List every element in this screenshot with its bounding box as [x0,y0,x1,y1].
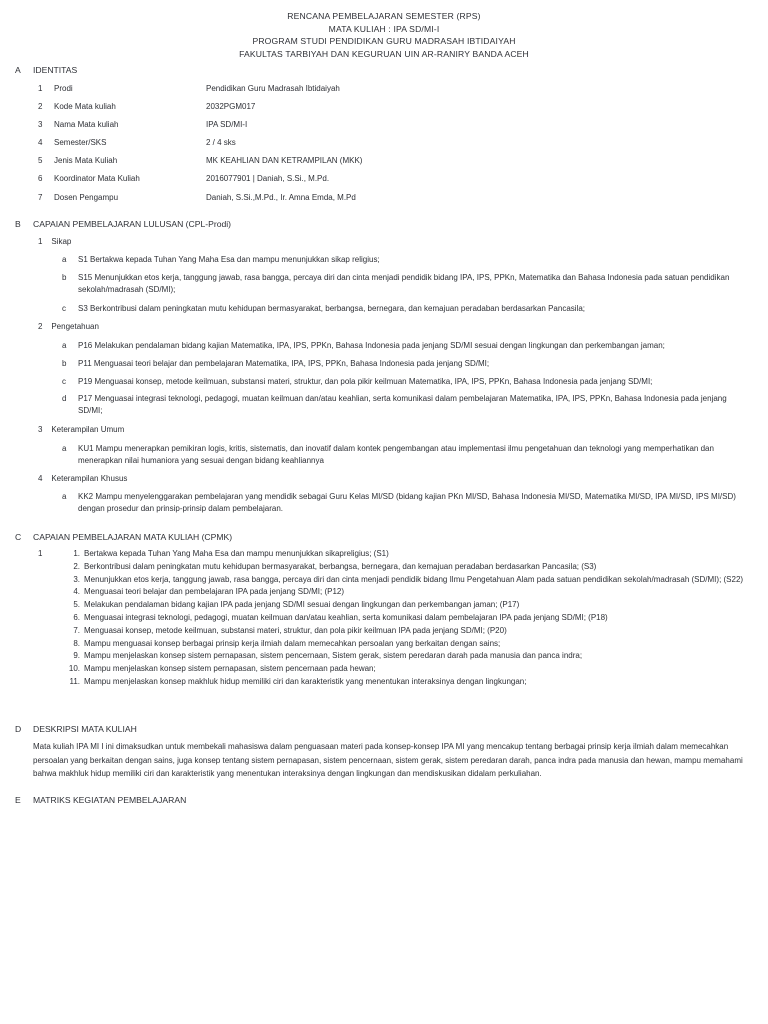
group-number: 3 [38,425,43,434]
row-value: 2032PGM017 [206,102,256,111]
cpmk-item [64,574,754,587]
document-header [0,10,768,60]
row-label: Kode Mata kuliah [54,102,116,111]
item-text: Menguasai konsep, metode keilmuan, substansi materi, struktur, dan pola pikir keilmuan IPA pada jenjang SD/MI; (P20) [84,625,507,635]
item-text: KK2 Mampu menyelenggarakan pembelajaran yang mendidik sebagai Guru Kelas MI/SD (bidang kajian PKn MI/SD, Bahasa Indonesia MI/SD, Matematika MI/SD, IPA MI/SD, IPS MI/SD) dengan prosedur dan prinsip-prinsip dalam pembelajaran. [78,492,736,513]
item-letter: d [62,394,67,403]
item-number: 5. [73,600,80,610]
item-number: 4. [73,587,80,597]
row-label: Koordinator Mata Kuliah [54,174,140,183]
item-letter: a [62,341,67,350]
item-text: Menguasai integrasi teknologi, pedagogi, muatan keilmuan dan/atau keahlian, serta komunikasi dalam pembelajaran IPA pada jenjang SD/MI; (P18) [84,612,608,622]
section-title: DESKRIPSI MATA KULIAH [33,724,137,734]
row-label: Nama Mata kuliah [54,120,119,129]
item-text: Menguasai teori belajar dan pembelajaran IPA pada jenjang SD/MI; (P12) [84,587,345,597]
group-label: Keterampilan Khusus [51,474,128,483]
row-value: IPA SD/MI-I [206,120,248,129]
item-text: Menunjukkan etos kerja, tanggung jawab, rasa bangga, percaya diri dan cinta menjadi pendidik bidang Ilmu Pengetahuan Alam pada satuan pendidikan sekolah/madrasah (SD/MI); (S22) [84,574,744,584]
cpmk-number: 1 [38,549,43,558]
item-letter: c [62,304,66,313]
item-text: P17 Menguasai integrasi teknologi, pedagogi, muatan keilmuan dan/atau keahlian, serta komunikasi dalam pembelajaran Matematika, IPA, IPS, PPKn, Bahasa Indonesia pada jenjang SD/MI; [78,394,727,415]
item-text: Mampu menjelaskan konsep makhluk hidup memiliki ciri dan karakteristik yang menentukan interaksinya dengan lingkungan; [84,676,527,686]
group-number: 2 [38,322,43,331]
row-label: Dosen Pengampu [54,193,119,202]
section-title: CAPAIAN PEMBELAJARAN LULUSAN (CPL-Prodi) [33,219,232,229]
cpmk-item [64,625,754,638]
row-number: 5 [38,156,43,165]
header-course: MATA KULIAH : IPA SD/MI-I [328,23,440,34]
section-letter: B [15,219,21,229]
row-number: 2 [38,102,43,111]
cpmk-item [64,638,754,651]
row-value: Daniah, S.Si.,M.Pd., Ir. Amna Emda, M.Pd [206,193,356,202]
cpl-item [62,376,752,388]
item-letter: b [62,273,67,282]
item-text: S1 Bertakwa kepada Tuhan Yang Maha Esa dan mampu menunjukkan sikap religius; [78,255,380,264]
group-label: Sikap [51,237,72,246]
row-number: 4 [38,138,43,147]
section-letter: E [15,795,21,805]
item-text: Mampu menjelaskan konsep sistem pernapasan, sistem pencernaan pada hewan; [84,664,376,674]
item-text: P16 Melakukan pendalaman bidang kajian Matematika, IPA, IPS, PPKn, Bahasa Indonesia pada jenjang SD/MI sesuai dengan lingkungan dan perkembangan jaman; [78,341,665,350]
item-letter: a [62,492,67,501]
item-number: 3. [73,574,80,584]
item-letter: a [62,255,67,264]
section-b-heading [15,219,755,229]
item-number: 8. [73,638,80,648]
course-description: Mata kuliah IPA MI I ini dimaksudkan untuk membekali mahasiswa dalam penguasaan materi pada konsep-konsep IPA MI yang mencakup tentang berbagai prinsip kerja ilmiah dalam memecahkan persoalan yang berkaitan dengan sains, juga konsep tentang sistem pernapasan, sistem pencernaan, sistem gerak, sistem peredaran darah, panca indra pada manusia dan hewan, mampu memahami bahwa makhluk hidup memiliki ciri dan karakteristik yang menentukan interaksinya dengan lingkungan dan mendiskusikan didalam perkuliahan. [33,742,743,778]
item-text: Melakukan pendalaman bidang kajian IPA pada jenjang SD/MI sesuai dengan lingkungan dan perkembangan jaman; (P17) [84,600,520,610]
cpmk-item [64,586,754,599]
row-value: MK KEAHLIAN DAN KETRAMPILAN (MKK) [206,156,363,165]
header-program: PROGRAM STUDI PENDIDIKAN GURU MADRASAH IBTIDAIYAH [252,36,516,46]
cpl-item [62,393,752,417]
section-c-heading [15,532,755,542]
item-text: Mampu menjelaskan konsep sistem pernapasan, sistem pencernaan, Sistem gerak, sistem peredaran darah pada manusia dan panca indra; [84,651,583,661]
item-letter: a [62,444,67,453]
cpl-item [62,272,752,296]
section-letter: C [15,532,22,542]
item-number: 7. [73,625,80,635]
item-text: P19 Menguasai konsep, metode keilmuan, substansi materi, struktur, dan pola pikir keilmuan Matematika, IPA, IPS, PPKn, Bahasa Indonesia pada jenjang SD/MI; [78,377,653,386]
item-text: KU1 Mampu menerapkan pemikiran logis, kritis, sistematis, dan inovatif dalam kontek pengembangan atau implementasi ilmu pengetahuan dan teknologi yang memperhatikan dan menerapkan nilai humaniora yang sesuai dengan bidang keahliannya [78,444,714,465]
cpl-item [62,491,752,515]
cpl-item [62,358,752,370]
item-number: 9. [73,651,80,661]
header-faculty: FAKULTAS TARBIYAH DAN KEGURUAN UIN AR-RANIRY BANDA ACEH [239,48,529,59]
group-number: 1 [38,237,43,246]
item-text: S15 Menunjukkan etos kerja, tanggung jawab, rasa bangga, percaya diri dan cinta menjadi pendidik bidang IPA, IPS, PPKn, Matematika dan Bahasa Indonesia pada satuan pendidikan sekolah/madrasah (SD/MI); [78,273,730,294]
item-text: Mampu menguasai konsep berbagai prinsip kerja ilmiah dalam memecahkan persoalan yang berkaitan dengan sains; [84,638,501,648]
item-letter: b [62,359,67,368]
item-number: 10. [68,664,80,674]
item-number: 11. [69,676,80,686]
row-label: Semester/SKS [54,138,107,147]
cpl-group-heading [38,322,99,331]
item-letter: c [62,377,66,386]
cpl-item [62,340,752,352]
section-e-heading [15,795,755,805]
cpmk-item [64,561,754,574]
row-number: 3 [38,120,43,129]
row-number: 1 [38,84,43,93]
section-a-heading [15,65,755,75]
item-text: P11 Menguasai teori belajar dan pembelajaran Matematika, IPA, IPS, PPKn, Bahasa Indonesia pada jenjang SD/MI; [78,359,490,368]
cpl-item [62,303,752,315]
row-number: 6 [38,174,43,183]
cpl-item [62,443,752,467]
cpl-group-heading [38,237,71,246]
cpmk-item [64,663,754,676]
cpmk-item [64,676,754,689]
cpmk-item [64,548,754,561]
item-text: S3 Berkontribusi dalam peningkatan mutu kehidupan bermasyarakat, berbangsa, bernegara, dan kemajuan peradaban berdasarkan Pancasila; [78,304,585,313]
row-label: Jenis Mata Kuliah [54,156,118,165]
row-label: Prodi [54,84,73,93]
section-title: MATRIKS KEGIATAN PEMBELAJARAN [33,795,187,805]
cpl-item [62,254,752,266]
row-value: 2 / 4 sks [206,138,236,147]
section-title: CAPAIAN PEMBELAJARAN MATA KULIAH (CPMK) [33,532,233,542]
cpl-group-heading [38,425,124,434]
group-number: 4 [38,474,43,483]
section-title: IDENTITAS [33,65,78,75]
item-text: Bertakwa kepada Tuhan Yang Maha Esa dan mampu menunjukkan sikapreligius; (S1) [84,549,389,558]
row-number: 7 [38,193,43,202]
item-number: 6. [73,612,80,622]
cpmk-item [64,599,754,612]
item-text: Berkontribusi dalam peningkatan mutu kehidupan bermasyarakat, berbangsa, bernegara, dan kemajuan peradaban berdasarkan Pancasila; (S3) [84,561,597,571]
row-value: 2016077901 | Daniah, S.Si., M.Pd. [206,174,330,183]
group-label: Keterampilan Umum [51,425,125,434]
item-number: 2. [73,561,80,571]
item-number: 1. [73,549,80,558]
cpmk-item [64,650,754,663]
cpmk-item [64,612,754,625]
cpmk-list [64,548,754,689]
section-d-heading [15,724,755,734]
group-label: Pengetahuan [51,322,99,331]
header-title: RENCANA PEMBELAJARAN SEMESTER (RPS) [287,11,481,21]
cpl-group-heading [38,474,127,483]
section-letter: A [15,65,21,75]
row-value: Pendidikan Guru Madrasah Ibtidaiyah [206,84,340,93]
section-letter: D [15,724,22,734]
